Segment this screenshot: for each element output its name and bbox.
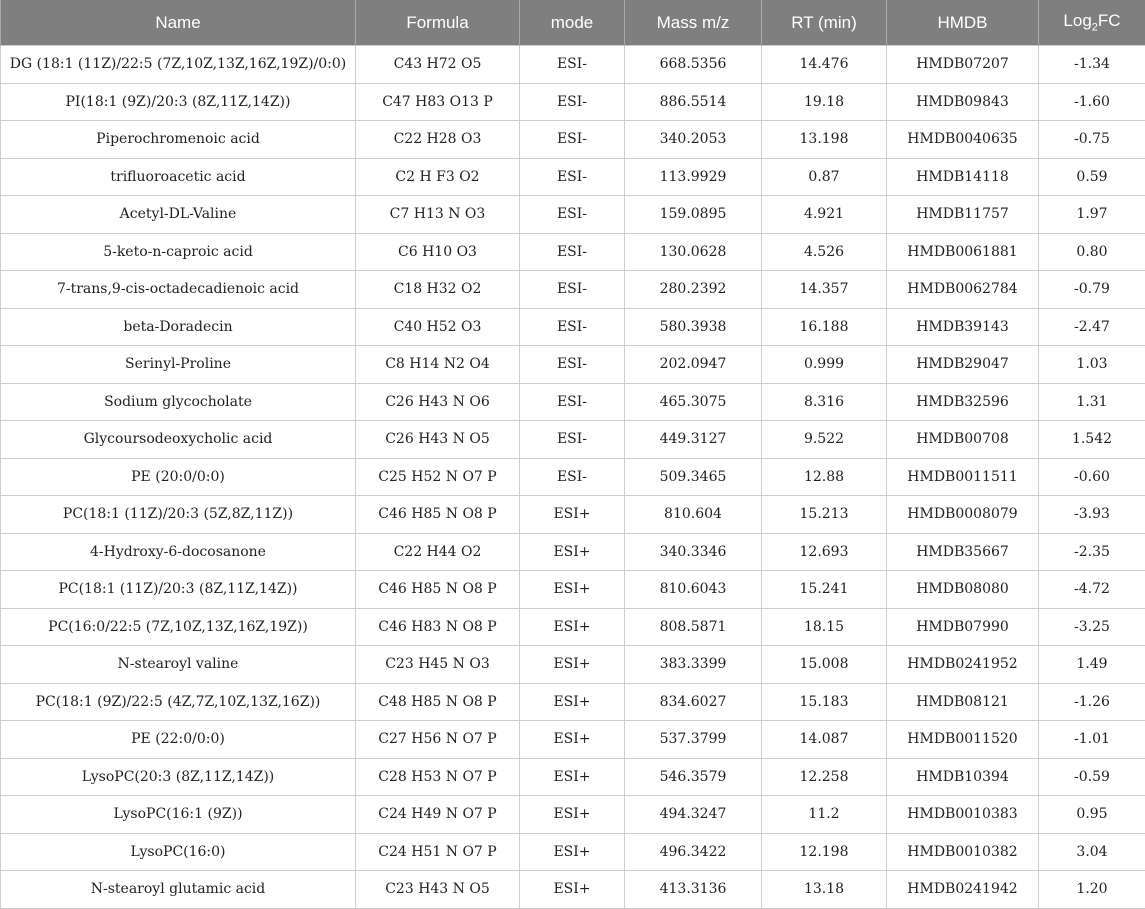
cell-hmdb: HMDB10394 [887,758,1039,796]
table-row [1,646,1145,684]
cell-mode: ESI- [520,233,625,271]
cell-name: LysoPC(16:1 (9Z)) [1,796,356,834]
cell-mode: ESI+ [520,796,625,834]
table-row [1,121,1145,159]
cell-rt: 15.183 [762,683,887,721]
cell-log2fc: 1.542 [1039,421,1145,459]
table-row [1,233,1145,271]
table-row [1,421,1145,459]
cell-mode: ESI- [520,121,625,159]
cell-mode: ESI+ [520,833,625,871]
cell-name: 4-Hydroxy-6-docosanone [1,533,356,571]
cell-hmdb: HMDB0010382 [887,833,1039,871]
table-row [1,458,1145,496]
cell-mass: 496.3422 [625,833,762,871]
cell-mode: ESI- [520,383,625,421]
cell-formula: C48 H85 N O8 P [356,683,520,721]
cell-rt: 0.999 [762,346,887,384]
cell-rt: 4.526 [762,233,887,271]
cell-hmdb: HMDB00708 [887,421,1039,459]
cell-hmdb: HMDB07207 [887,46,1039,84]
cell-mass: 580.3938 [625,308,762,346]
cell-hmdb: HMDB09843 [887,83,1039,121]
cell-hmdb: HMDB0061881 [887,233,1039,271]
cell-name: N-stearoyl valine [1,646,356,684]
cell-rt: 9.522 [762,421,887,459]
table-row [1,833,1145,871]
cell-log2fc: 1.20 [1039,871,1145,909]
cell-rt: 15.241 [762,571,887,609]
cell-name: Glycoursodeoxycholic acid [1,421,356,459]
table-row [1,496,1145,534]
cell-name: Piperochromenoic acid [1,121,356,159]
cell-rt: 13.18 [762,871,887,909]
cell-hmdb: HMDB0011520 [887,721,1039,759]
cell-mass: 130.0628 [625,233,762,271]
cell-formula: C23 H45 N O3 [356,646,520,684]
cell-rt: 8.316 [762,383,887,421]
cell-hmdb: HMDB29047 [887,346,1039,384]
cell-mode: ESI- [520,458,625,496]
table-row [1,308,1145,346]
cell-mode: ESI- [520,346,625,384]
header-log-prefix: Log [1063,11,1091,30]
cell-hmdb: HMDB0040635 [887,121,1039,159]
cell-rt: 14.357 [762,271,887,309]
cell-mass: 810.604 [625,496,762,534]
table-row [1,608,1145,646]
cell-hmdb: HMDB0008079 [887,496,1039,534]
cell-hmdb: HMDB0011511 [887,458,1039,496]
cell-log2fc: 1.31 [1039,383,1145,421]
cell-mass: 280.2392 [625,271,762,309]
cell-formula: C46 H85 N O8 P [356,571,520,609]
table-row [1,683,1145,721]
cell-mass: 413.3136 [625,871,762,909]
table-row [1,158,1145,196]
cell-mode: ESI- [520,158,625,196]
cell-formula: C28 H53 N O7 P [356,758,520,796]
cell-rt: 19.18 [762,83,887,121]
cell-formula: C40 H52 O3 [356,308,520,346]
cell-hmdb: HMDB35667 [887,533,1039,571]
cell-log2fc: 0.80 [1039,233,1145,271]
cell-name: PC(18:1 (11Z)/20:3 (8Z,11Z,14Z)) [1,571,356,609]
cell-formula: C47 H83 O13 P [356,83,520,121]
cell-rt: 12.693 [762,533,887,571]
cell-log2fc: -0.79 [1039,271,1145,309]
table-row [1,383,1145,421]
cell-mass: 340.2053 [625,121,762,159]
cell-formula: C24 H51 N O7 P [356,833,520,871]
header-mode: mode [520,0,625,46]
table-row [1,533,1145,571]
cell-name: Sodium glycocholate [1,383,356,421]
cell-mass: 465.3075 [625,383,762,421]
cell-name: Acetyl-DL-Valine [1,196,356,234]
cell-formula: C27 H56 N O7 P [356,721,520,759]
cell-rt: 18.15 [762,608,887,646]
table-row [1,83,1145,121]
cell-mode: ESI- [520,83,625,121]
header-rt: RT (min) [762,0,887,46]
cell-name: 5-keto-n-caproic acid [1,233,356,271]
cell-rt: 15.008 [762,646,887,684]
cell-formula: C25 H52 N O7 P [356,458,520,496]
table-header [1,0,1145,46]
cell-rt: 0.87 [762,158,887,196]
cell-rt: 12.88 [762,458,887,496]
header-hmdb: HMDB [887,0,1039,46]
cell-log2fc: 1.03 [1039,346,1145,384]
cell-log2fc: -2.35 [1039,533,1145,571]
cell-rt: 4.921 [762,196,887,234]
cell-log2fc: 1.49 [1039,646,1145,684]
header-log-sub: 2 [1092,22,1098,34]
table-row [1,196,1145,234]
cell-name: PI(18:1 (9Z)/20:3 (8Z,11Z,14Z)) [1,83,356,121]
cell-mode: ESI- [520,196,625,234]
cell-name: PE (22:0/0:0) [1,721,356,759]
header-row [1,0,1145,46]
cell-formula: C46 H85 N O8 P [356,496,520,534]
cell-name: Serinyl-Proline [1,346,356,384]
header-log-suffix: FC [1098,11,1121,30]
table-row [1,758,1145,796]
cell-hmdb: HMDB0241942 [887,871,1039,909]
cell-name: LysoPC(20:3 (8Z,11Z,14Z)) [1,758,356,796]
cell-mode: ESI- [520,308,625,346]
cell-hmdb: HMDB0062784 [887,271,1039,309]
cell-mode: ESI- [520,421,625,459]
cell-formula: C7 H13 N O3 [356,196,520,234]
cell-formula: C26 H43 N O5 [356,421,520,459]
cell-hmdb: HMDB0010383 [887,796,1039,834]
cell-rt: 16.188 [762,308,887,346]
cell-rt: 11.2 [762,796,887,834]
cell-formula: C46 H83 N O8 P [356,608,520,646]
cell-hmdb: HMDB07990 [887,608,1039,646]
cell-hmdb: HMDB11757 [887,196,1039,234]
cell-log2fc: -1.60 [1039,83,1145,121]
cell-formula: C6 H10 O3 [356,233,520,271]
cell-mode: ESI+ [520,758,625,796]
cell-mode: ESI+ [520,646,625,684]
cell-name: PC(18:1 (9Z)/22:5 (4Z,7Z,10Z,13Z,16Z)) [1,683,356,721]
cell-log2fc: 0.59 [1039,158,1145,196]
cell-mass: 668.5356 [625,46,762,84]
cell-log2fc: -2.47 [1039,308,1145,346]
cell-log2fc: -0.75 [1039,121,1145,159]
header-log2fc [1039,0,1145,46]
cell-log2fc: -0.59 [1039,758,1145,796]
cell-rt: 12.198 [762,833,887,871]
cell-mass: 808.5871 [625,608,762,646]
table-row [1,871,1145,909]
cell-rt: 15.213 [762,496,887,534]
table-row [1,271,1145,309]
cell-log2fc: -1.01 [1039,721,1145,759]
cell-log2fc: -3.25 [1039,608,1145,646]
table-row [1,571,1145,609]
cell-mass: 159.0895 [625,196,762,234]
cell-mode: ESI+ [520,496,625,534]
cell-mass: 810.6043 [625,571,762,609]
cell-name: LysoPC(16:0) [1,833,356,871]
cell-mass: 202.0947 [625,346,762,384]
cell-rt: 13.198 [762,121,887,159]
cell-mass: 383.3399 [625,646,762,684]
cell-name: DG (18:1 (11Z)/22:5 (7Z,10Z,13Z,16Z,19Z)/0:0) [1,46,356,84]
cell-name: N-stearoyl glutamic acid [1,871,356,909]
cell-formula: C22 H28 O3 [356,121,520,159]
cell-mode: ESI+ [520,871,625,909]
cell-formula: C26 H43 N O6 [356,383,520,421]
cell-hmdb: HMDB08080 [887,571,1039,609]
cell-formula: C18 H32 O2 [356,271,520,309]
cell-mass: 509.3465 [625,458,762,496]
cell-log2fc: 0.95 [1039,796,1145,834]
cell-mode: ESI+ [520,683,625,721]
table-row [1,346,1145,384]
cell-log2fc: 1.97 [1039,196,1145,234]
cell-name: 7-trans,9-cis-octadecadienoic acid [1,271,356,309]
cell-mode: ESI- [520,46,625,84]
cell-mode: ESI+ [520,721,625,759]
cell-mode: ESI+ [520,571,625,609]
cell-hmdb: HMDB08121 [887,683,1039,721]
cell-mass: 886.5514 [625,83,762,121]
cell-formula: C23 H43 N O5 [356,871,520,909]
cell-name: trifluoroacetic acid [1,158,356,196]
table-body [1,46,1145,909]
cell-mass: 834.6027 [625,683,762,721]
cell-name: beta-Doradecin [1,308,356,346]
header-formula: Formula [356,0,520,46]
header-name: Name [1,0,356,46]
cell-formula: C8 H14 N2 O4 [356,346,520,384]
cell-formula: C24 H49 N O7 P [356,796,520,834]
header-mass: Mass m/z [625,0,762,46]
cell-log2fc: -4.72 [1039,571,1145,609]
cell-mass: 449.3127 [625,421,762,459]
cell-name: PC(18:1 (11Z)/20:3 (5Z,8Z,11Z)) [1,496,356,534]
table-row [1,721,1145,759]
cell-log2fc: -3.93 [1039,496,1145,534]
cell-rt: 14.476 [762,46,887,84]
cell-log2fc: 3.04 [1039,833,1145,871]
cell-hmdb: HMDB0241952 [887,646,1039,684]
cell-log2fc: -0.60 [1039,458,1145,496]
cell-mode: ESI- [520,271,625,309]
table-row [1,46,1145,84]
cell-hmdb: HMDB32596 [887,383,1039,421]
cell-mass: 113.9929 [625,158,762,196]
cell-hmdb: HMDB39143 [887,308,1039,346]
cell-formula: C2 H F3 O2 [356,158,520,196]
cell-rt: 14.087 [762,721,887,759]
cell-name: PC(16:0/22:5 (7Z,10Z,13Z,16Z,19Z)) [1,608,356,646]
cell-mass: 494.3247 [625,796,762,834]
cell-log2fc: -1.26 [1039,683,1145,721]
cell-hmdb: HMDB14118 [887,158,1039,196]
cell-mode: ESI+ [520,533,625,571]
cell-name: PE (20:0/0:0) [1,458,356,496]
cell-mass: 340.3346 [625,533,762,571]
table-row [1,796,1145,834]
cell-log2fc: -1.34 [1039,46,1145,84]
cell-mass: 546.3579 [625,758,762,796]
cell-mass: 537.3799 [625,721,762,759]
cell-mode: ESI+ [520,608,625,646]
cell-rt: 12.258 [762,758,887,796]
cell-formula: C22 H44 O2 [356,533,520,571]
cell-formula: C43 H72 O5 [356,46,520,84]
